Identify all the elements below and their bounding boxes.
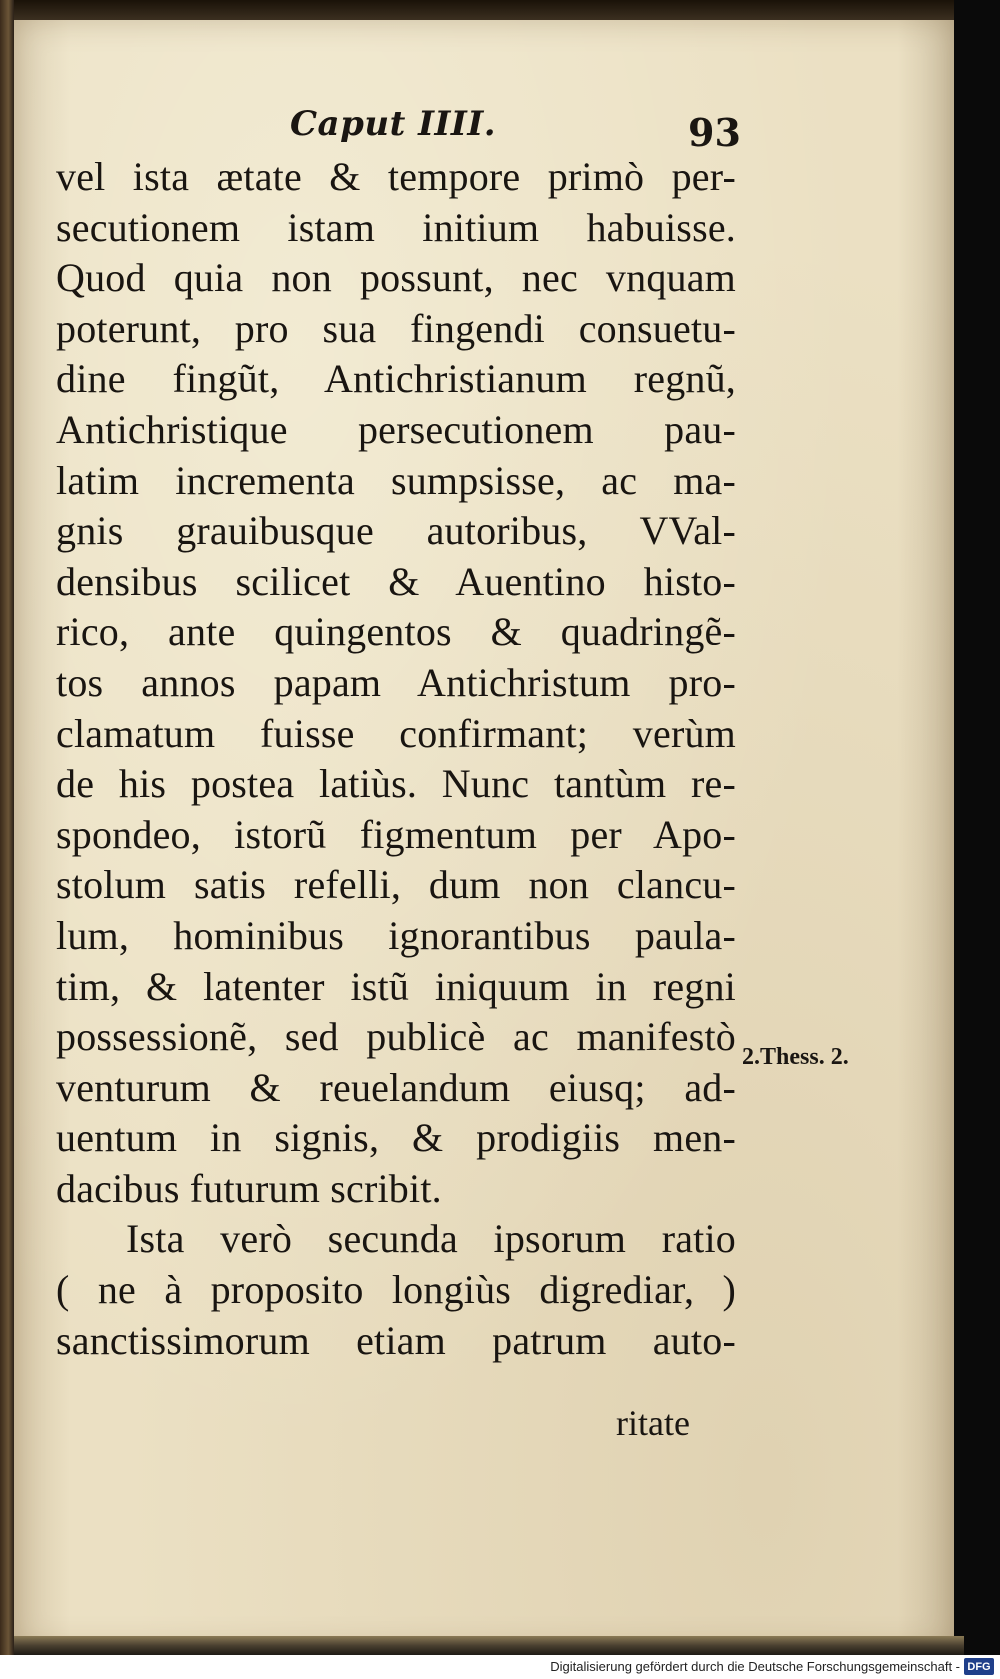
footer-bar [0,1655,1000,1679]
text-line: sanctissimorum etiam patrum auto- [56,1317,736,1363]
text-line: clamatum fuisse confirmant; verùm [56,710,736,756]
text-line: Ista verò secunda ipsorum ratio [126,1216,736,1262]
text-line: stolum satis refelli, dum non clancu- [56,862,736,908]
page-top-edge [14,0,964,20]
text-line: lum, hominibus ignorantibus paula- [56,912,736,958]
text-line: rico, ante quingentos & quadringẽ- [56,609,736,655]
dfg-logo: DFG [964,1658,994,1675]
funding-credit: Digitalisierung gefördert durch die Deutsche Forschungsgemeinschaft - [550,1659,960,1674]
text-line: venturum & reuelandum eiusq; ad- [56,1064,736,1110]
marginal-note: 2.Thess. 2. [742,1044,849,1070]
book-spine-edge [0,0,14,1655]
running-head: Caput IIII. [290,104,497,144]
text-line: de his postea latiùs. Nunc tantùm re- [56,761,736,807]
text-line: possessionẽ, sed publicè ac manifestò [56,1014,736,1060]
catchword: ritate [616,1403,690,1443]
text-line: Antichristique persecutionem pau- [56,406,736,452]
text-line: uentum in signis, & prodigiis men- [56,1115,736,1161]
text-line: tim, & latenter istũ iniquum in regni [56,963,736,1009]
text-line: ( ne à proposito longiùs digrediar, ) [56,1267,736,1313]
text-line: spondeo, istorũ figmentum per Apo- [56,811,736,857]
text-line: tos annos papam Antichristum pro- [56,659,736,705]
body-text [56,152,736,1366]
page-number: 93 [688,110,741,155]
text-line: poterunt, pro sua fingendi consuetu- [56,305,736,351]
text-line: Quod quia non possunt, nec vnquam [56,255,736,301]
text-line: vel ista ætate & tempore primò per- [56,154,736,199]
text-line: dacibus futurum scribit. [56,1165,442,1211]
text-line: gnis grauibusque autoribus, VVal- [56,508,736,554]
page-bottom-edge [14,1636,964,1655]
text-line: latim incrementa sumpsisse, ac ma- [56,457,736,503]
scan-margin-right [954,0,1000,1655]
text-line: densibus scilicet & Auentino histo- [56,558,736,604]
text-line: secutionem istam initium habuisse. [56,204,736,250]
text-line: dine fingũt, Antichristianum regnũ, [56,356,736,402]
